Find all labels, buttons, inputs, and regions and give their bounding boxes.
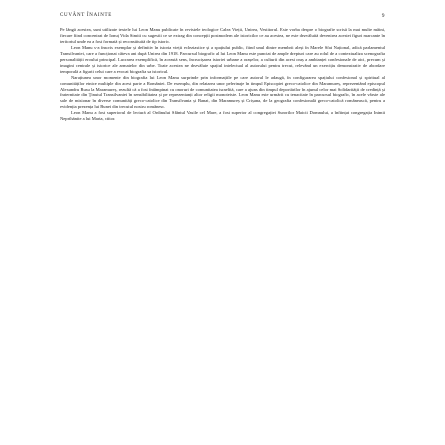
paragraph: Narațiunea unor momente din biografia lui Leon Manu surprinde prin informațiile pe care autorul le adaugă, în configurarea spațiului confesional și spiritual al comunităților etnice multiple din acest parte a României. De exemplu, din relatarea unor pelerinaje în timpul Episcopiei greco-catolice din Maramureș, reprezentând episcopul Alexandru Rusu la Maramureș, rezultă că a fost întâmpinat cu onoruri de comunitatea israelită, care a ajuns din timpul deportărilor în ajunul celor mai Solidarității de credință și fraternitate din Ţinutul Transilvaniei în sensibilitatea și pe reprezentanți altor religii monoteiste. Leon Manu este urmărit cu tenacitate în parcursul biografic, în acele vârste ale sale de misionar în diverse comunități greco-catolice din Transilvania și Banat, din Maramureș și Crișana, de la geografia confesională greco-catolică românească, pentru a evidenția prezența lui Bunei din trecutul nostru românesc. xyxy=(60,74,385,110)
paragraph: Leon Manu s-a înscris exemplar și definitiv în istoria vieții ecleziastice și a spațiului public, fiind unul dintre membrii aleși în Marele Sfat Național, adică parlamentul Transilvaniei, care a funcționat câteva ani după Unirea din 1918. Parcursul biografic al lui Leon Manu este punctat de ample drepturi care au rolul de a contextualiza scenografia personalității eroului principal. Lucrarea exemplifică, în această sens, încrucișarea istoriei urbane a orașelor, a culturii din acest oraș a ambianței confesionale de aici, precum și imagini centrale și istorice ale armatelor din urbe. Toate acestea ne dezvăluie spațiul intelectual al autorului pentru trecut, relevând un exercițiu demonstrativ de abordare temporală a figurii celui care a evocat biografia sa istoricul. xyxy=(60,44,385,74)
running-header xyxy=(60,11,385,20)
body-text xyxy=(60,27,385,122)
page-number: 9 xyxy=(381,12,385,19)
running-header-title: CUVÂNT ÎNAINTE xyxy=(60,13,113,18)
paragraph: Pe lângă acestea, sunt utilizate textele lui Leon Manu publicate în revistele teologice Calea Vieții, Unirea, Vestitorul. Este vorba despre o biografie scrisă la mai multe mâini, fiecare fiind concentrat de Ionuț Vida Simiti cu sugestii ce se extrag din concepții postmodern ale istoricilor ce au acestea, ne este dezvăluită devenirea acestei figuri marcante în teritoriul unde ea a fost formată și reconstituită de tip istoric. xyxy=(60,27,385,44)
paragraph: Leon Manu a fost superiorul de lectură al Ordinului Sfântul Vasile cel Mare, a fost superior al congregației Surorilor Maicii Domnului, a înființat congregația Inimii Neprihănite a lui Maria, ctitor. xyxy=(60,110,385,122)
